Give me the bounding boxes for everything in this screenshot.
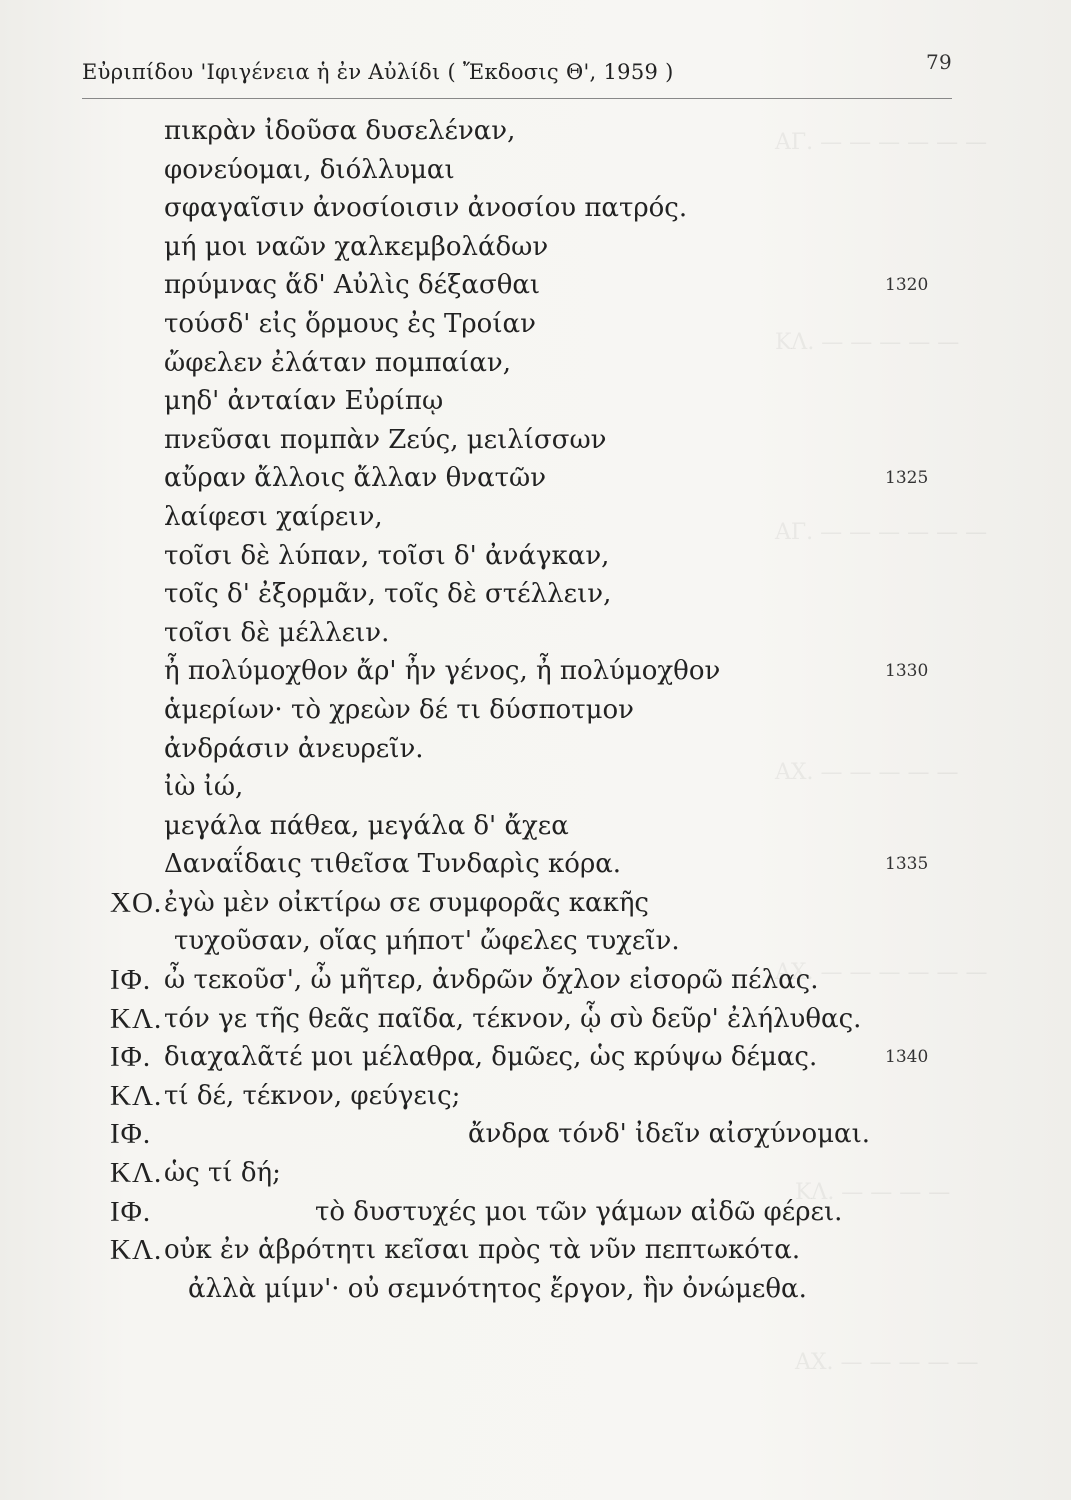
running-header <box>82 50 952 90</box>
verse-text: πρύμνας ἅδ' Αὐλὶς δέξασθαι <box>164 270 541 301</box>
verse-text: μηδ' ἀνταίαν Εὐρίπῳ <box>164 386 444 417</box>
verse-line <box>110 228 970 267</box>
verse-line <box>110 884 970 923</box>
header-rule <box>82 98 952 99</box>
verse-line <box>110 421 970 460</box>
verse-line <box>110 730 970 769</box>
verse-line <box>110 1193 970 1232</box>
verse-line <box>110 575 970 614</box>
verse-line <box>110 1154 970 1193</box>
speaker-label: ΙΦ. <box>110 1118 152 1151</box>
verse-text: ἀλλὰ μίμν'· οὐ σεμνότητος ἔργον, ἣν ὀνώμεθα. <box>188 1273 807 1304</box>
verse-text: ὡς τί δή; <box>164 1158 281 1189</box>
verse-text: τόν γε τῆς θεᾶς παῖδα, τέκνον, ᾧ σὺ δεῦρ' ἐλήλυθας. <box>164 1003 862 1034</box>
verse-line <box>110 652 970 691</box>
verse-text: τυχοῦσαν, οἵας μήποτ' ὤφελες τυχεῖν. <box>174 926 680 957</box>
verse-line <box>110 1077 970 1116</box>
verse-text: μεγάλα πάθεα, μεγάλα δ' ἄχεα <box>164 810 569 841</box>
speaker-label: ΙΦ. <box>110 1041 152 1074</box>
verse-text: ὦ τεκοῦσ', ὦ μῆτερ, ἀνδρῶν ὄχλον εἰσορῶ πέλας. <box>164 965 819 996</box>
verse-line <box>110 305 970 344</box>
verse-text: ἄνδρα τόνδ' ἰδεῖν αἰσχύνομαι. <box>468 1119 871 1150</box>
verse-line <box>110 614 970 653</box>
verse-text: λαίφεσι χαίρειν, <box>164 501 383 532</box>
verse-line <box>110 1270 970 1309</box>
verse-text: τοῖς δ' ἐξορμᾶν, τοῖς δὲ στέλλειν, <box>164 579 612 610</box>
verse-text: Δαναΐδαις τιθεῖσα Τυνδαρὶς κόρα. <box>164 849 622 880</box>
verse-line <box>110 151 970 190</box>
verse-text: ἐγὼ μὲν οἰκτίρω σε συμφορᾶς κακῆς <box>164 887 649 918</box>
verse-line <box>110 1000 970 1039</box>
line-number: 1340 <box>885 1047 929 1068</box>
verse-line <box>110 189 970 228</box>
verse-text: τί δέ, τέκνον, φεύγεις; <box>164 1080 461 1111</box>
show-through-text: ΑΓ. — — — — — — ΚΛ. — — — — — ΑΓ. — — — — — — ΑΧ. — — — — — ΑΧ. — — — — — — ΚΛ. — — — — ΑΧ. — — — — — <box>775 130 988 1375</box>
verse-text: πνεῦσαι πομπὰν Ζεύς, μειλίσσων <box>164 424 607 455</box>
verse-text: τοῖσι δὲ μέλλειν. <box>164 617 390 648</box>
verse-text: σφαγαῖσιν ἀνοσίοισιν ἀνοσίου πατρός. <box>164 193 688 224</box>
verse-text: φονεύομαι, διόλλυμαι <box>164 154 455 185</box>
verse-line <box>110 537 970 576</box>
verse-line <box>110 1115 970 1154</box>
speaker-label: ΚΛ. <box>110 1157 163 1190</box>
verse-line <box>110 768 970 807</box>
line-number: 1325 <box>885 468 929 489</box>
verse-text: ἁμερίων· τὸ χρεὼν δέ τι δύσποτμον <box>164 694 634 725</box>
verse-text: τὸ δυστυχές μοι τῶν γάμων αἰδῶ φέρει. <box>315 1196 843 1227</box>
verse-line <box>110 1038 970 1077</box>
verse-text: πικρὰν ἰδοῦσα δυσελέναν, <box>164 116 516 146</box>
verse-line <box>110 344 970 383</box>
verse-text: αὔραν ἄλλοις ἄλλαν θνατῶν <box>164 463 547 494</box>
header-title: Εὐριπίδου 'Ιφιγένεια ἡ ἐν Αὐλίδι ( Ἔκδοσις Θ', 1959 ) <box>82 60 674 84</box>
speaker-label: ΧΟ. <box>110 886 163 919</box>
speaker-label: ΚΛ. <box>110 1079 163 1112</box>
verse-line <box>110 459 970 498</box>
verse-line <box>110 382 970 421</box>
verse-line <box>110 961 970 1000</box>
verse-text: ἦ πολύμοχθον ἄρ' ἦν γένος, ἦ πολύμοχθον <box>164 656 721 687</box>
line-number: 1320 <box>885 275 929 296</box>
verse-text: τοῖσι δὲ λύπαν, τοῖσι δ' ἀνάγκαν, <box>164 540 610 571</box>
page-number: 79 <box>925 50 952 74</box>
verse-line <box>110 266 970 305</box>
verse-text: ἰὼ ἰώ, <box>164 772 244 803</box>
line-number: 1330 <box>885 661 929 682</box>
verse-text: ὤφελεν ἐλάταν πομπαίαν, <box>164 347 512 378</box>
verse-line <box>110 922 970 961</box>
speaker-label: ΚΛ. <box>110 1002 163 1035</box>
speaker-label: ΙΦ. <box>110 1195 152 1228</box>
verse-text: διαχαλᾶτέ μοι μέλαθρα, δμῶες, ὡς κρύψω δέμας. <box>164 1042 818 1073</box>
verse-line <box>110 845 970 884</box>
verse-line <box>110 807 970 846</box>
verse-text: ἀνδράσιν ἀνευρεῖν. <box>164 733 424 764</box>
verse-line <box>110 1231 970 1270</box>
verse-line <box>110 691 970 730</box>
speaker-label: ΚΛ. <box>110 1234 163 1267</box>
verse-line <box>110 498 970 537</box>
line-number: 1335 <box>885 854 929 875</box>
verse-text: οὐκ ἐν ἁβρότητι κεῖσαι πρὸς τὰ νῦν πεπτωκότα. <box>164 1235 801 1266</box>
verse-text: τούσδ' εἰς ὅρμους ἐς Τροίαν <box>164 308 536 339</box>
verse-block <box>110 112 970 1308</box>
verse-line <box>110 112 970 151</box>
speaker-label: ΙΦ. <box>110 964 152 997</box>
verse-text: μή μοι ναῶν χαλκεμβολάδων <box>164 231 549 262</box>
